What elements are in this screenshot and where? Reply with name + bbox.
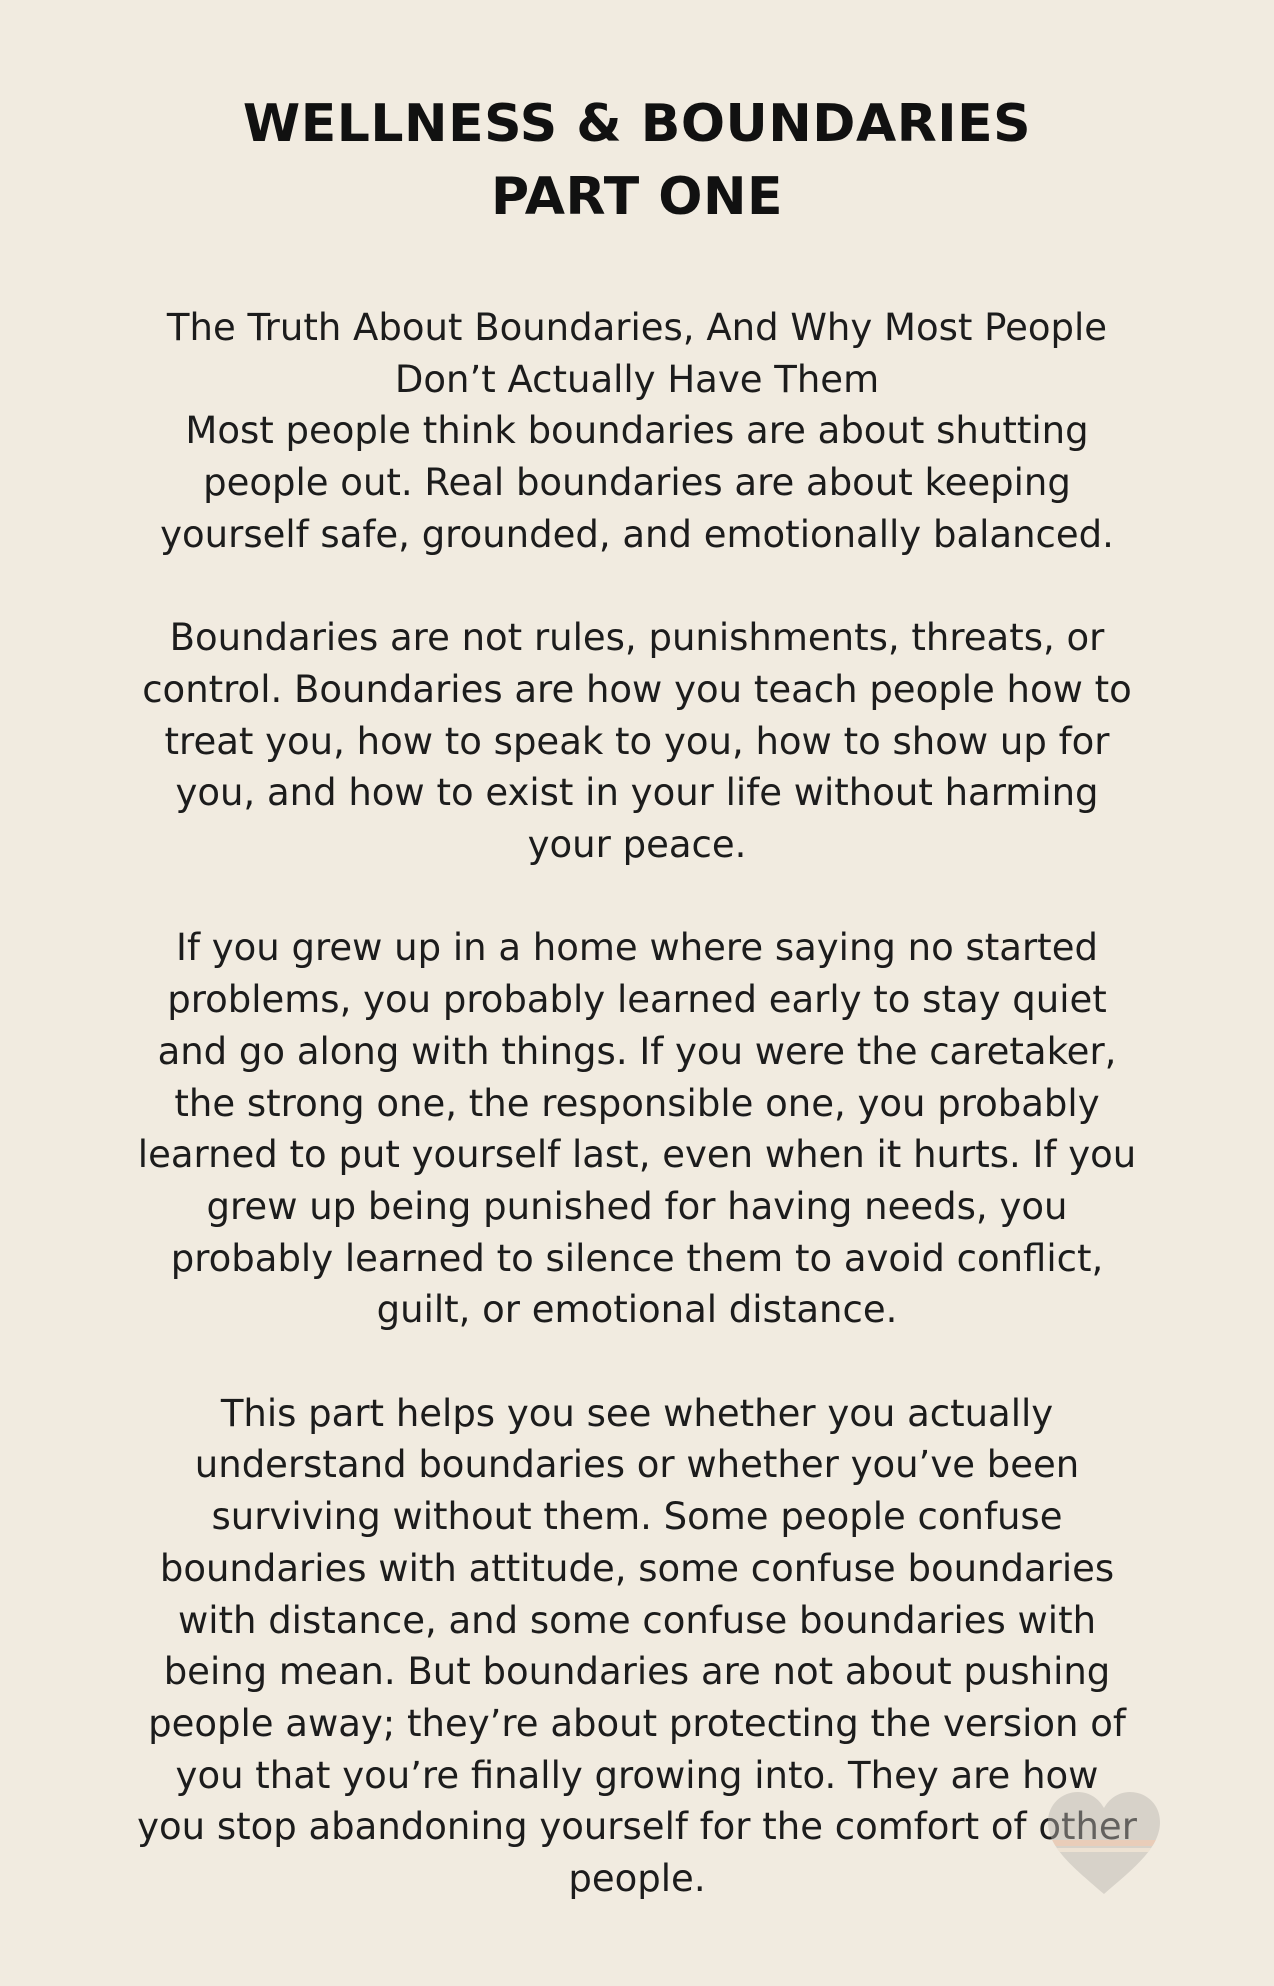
text-line: yourself safe, grounded, and emotionally balanced. [160,512,1114,556]
text-line: people out. Real boundaries are about keeping [203,461,1071,505]
text-line: treat you, how to speak to you, how to show up for [164,719,1110,763]
paragraph-1 [96,302,1178,561]
text-line: understand boundaries or whether you’ve been [194,1443,1080,1487]
paragraph-gap [96,561,1178,613]
paragraph-2 [96,612,1178,871]
text-line: you, and how to exist in your life without harming [175,771,1099,815]
text-line: grew up being punished for having needs, you [206,1184,1068,1228]
text-line: boundaries with attitude, some confuse boundaries [159,1546,1115,1590]
text-line: being mean. But boundaries are not about pushing [163,1650,1111,1694]
text-line: and go along with things. If you were the caretaker, [157,1029,1117,1073]
text-line: the strong one, the responsible one, you probably [174,1081,1100,1125]
text-line: with distance, and some confuse boundaries with [177,1598,1097,1642]
text-line: you that you’re finally growing into. They are how [175,1753,1099,1797]
body-text [96,302,1178,1905]
text-line: people away; they’re about protecting the version of [148,1701,1126,1745]
title-line-1: WELLNESS & BOUNDARIES [242,94,1032,154]
text-line: your peace. [527,823,747,867]
text-line: Boundaries are not rules, punishments, threats, or [169,616,1105,660]
paragraph-3 [96,922,1178,1336]
text-line: you stop abandoning yourself for the comfort of other [137,1805,1137,1849]
text-line: surviving without them. Some people confuse [211,1495,1063,1539]
paragraph-4 [96,1388,1178,1905]
heart-icon [1044,1790,1164,1900]
text-line: people. [568,1857,706,1901]
text-line: This part helps you see whether you actually [220,1391,1054,1435]
paragraph-gap [96,871,1178,923]
paragraph-gap [96,1336,1178,1388]
text-line: Don’t Actually Have Them [394,357,880,401]
text-line: If you grew up in a home where saying no started [176,926,1098,970]
text-line: The Truth About Boundaries, And Why Most People [166,306,1108,349]
text-line: guilt, or emotional distance. [376,1288,898,1332]
text-line: Most people think boundaries are about shutting [185,409,1089,453]
title-line-2: PART ONE [490,167,784,227]
text-line: probably learned to silence them to avoid conflict, [170,1236,1104,1280]
text-line: learned to put yourself last, even when it hurts. If you [137,1133,1137,1177]
text-line: control. Boundaries are how you teach people how to [142,667,1132,711]
page-title [80,88,1194,234]
text-line: problems, you probably learned early to stay quiet [167,978,1107,1022]
